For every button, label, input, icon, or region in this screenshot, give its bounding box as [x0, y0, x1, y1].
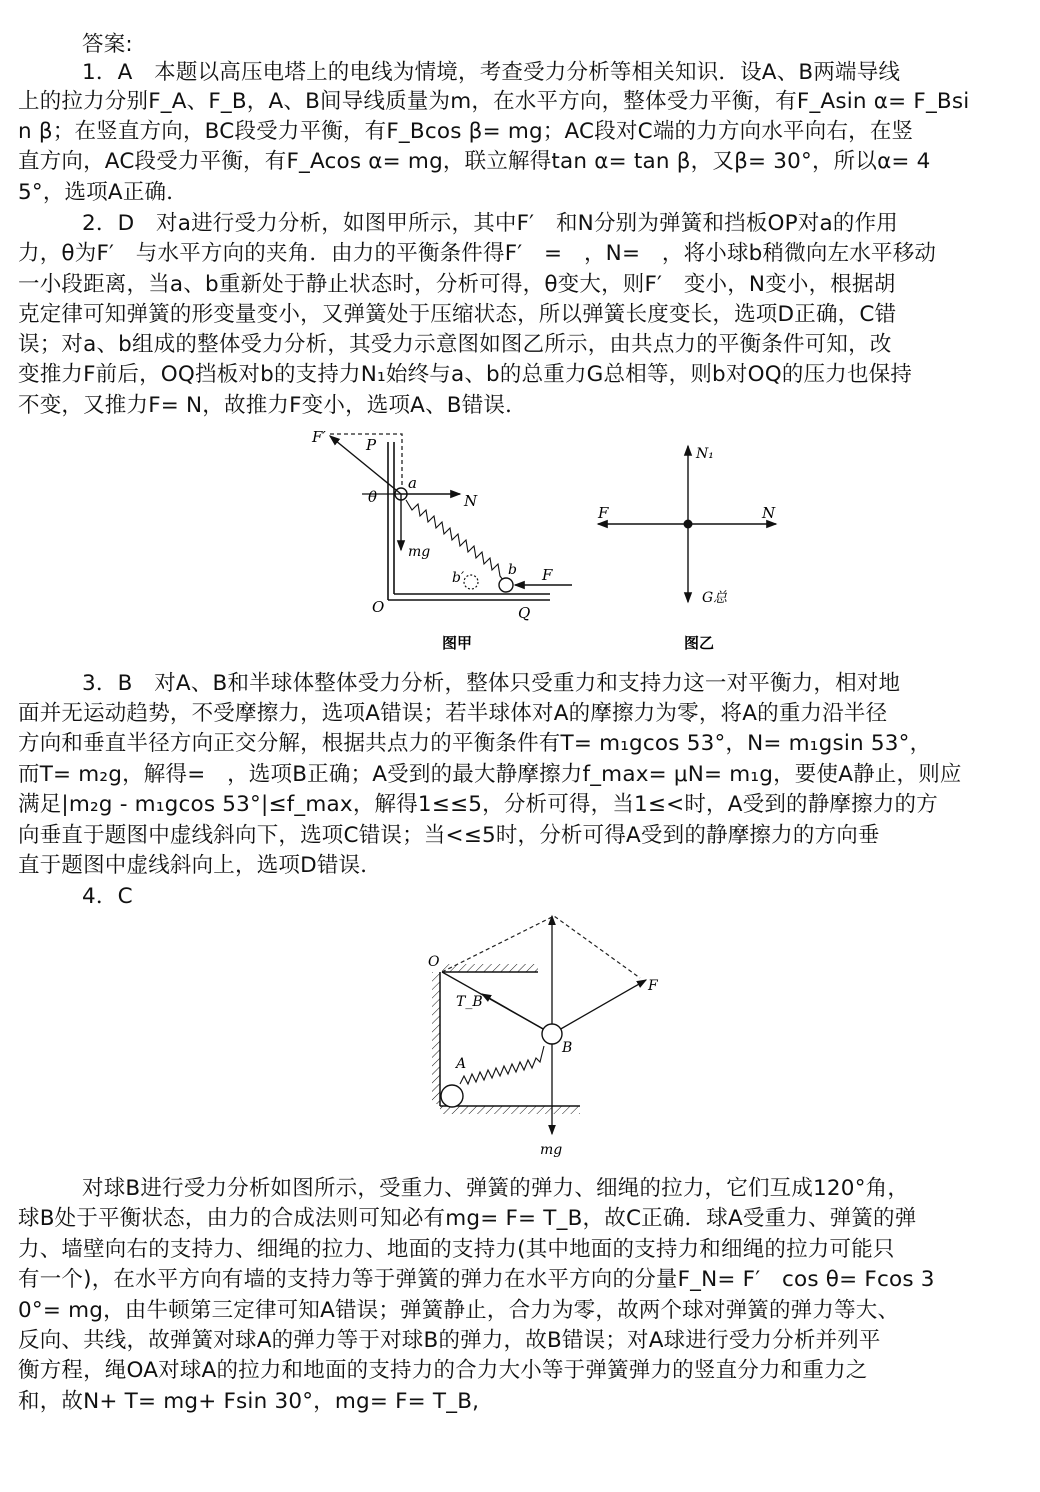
label-a: a	[408, 474, 417, 492]
q3-line-7: 直于题图中虚线斜向上，选项D错误．	[18, 853, 382, 878]
q4-line-5: 0°= mg，由牛顿第三定律可知A错误；弹簧静止，合力为零，故两个球对弹簧的弹力等大、	[18, 1298, 900, 1323]
q4-line-6: 反向、共线，故弹簧对球A的弹力等于对球B的弹力，故B错误；对A球进行受力分析并列平	[18, 1328, 881, 1353]
figure-q4	[420, 908, 680, 1160]
label-f: F	[598, 504, 609, 522]
label-f: F	[542, 566, 553, 584]
figure-yi	[588, 440, 788, 658]
ball-a	[441, 1085, 463, 1107]
q4-line-1: 对球B进行受力分析如图所示，受重力、弹簧的弹力、细绳的拉力，它们互成120°角，	[82, 1176, 910, 1201]
label-b: b	[508, 562, 517, 578]
label-o: O	[428, 954, 440, 970]
q4-line-3: 力、墙壁向右的支持力、细绳的拉力、地面的支持力(其中地面的支持力和细绳的拉力可能只	[18, 1237, 895, 1262]
q1-line-5: 5°，选项A正确．	[18, 180, 188, 205]
label-g: G总	[702, 590, 728, 606]
q3-line-3: 方向和垂直半径方向正交分解，根据共点力的平衡条件有T= m₁gcos 53°，N= m₁gsin 53°，	[18, 731, 932, 756]
q3-line-2: 面并无运动趋势，不受摩擦力，选项A错误；若半球体对A的摩擦力为零，将A的重力沿半径	[18, 701, 888, 726]
ball-b-prime	[464, 575, 478, 589]
q1-line-3: n β；在竖直方向，BC段受力平衡，有F_Bcos β= mg；AC段对C端的力方向水平向右，在竖	[18, 119, 914, 144]
label-b: B	[562, 1040, 573, 1056]
q3-line-6: 向垂直于题图中虚线斜向下，选项C错误；当<≤5时，分析可得A受到的静摩擦力的方向垂	[18, 823, 880, 848]
q3-line-5: 满足|m₂g - m₁gcos 53°|≤f_max，解得1≤≤5，分析可得，当1≤<时，A受到的静摩擦力的方	[18, 792, 938, 817]
answer-title: 答案:	[82, 32, 133, 57]
label-theta: θ	[368, 488, 378, 506]
caption-yi: 图乙	[684, 634, 715, 652]
label-p: P	[366, 436, 377, 454]
q2-line-4: 克定律可知弹簧的形变量变小，又弹簧处于压缩状态，所以弹簧长度变长，选项D正确，C错	[18, 302, 897, 327]
q2-line-7: 不变，又推力F= N，故推力F变小，选项A、B错误．	[18, 393, 527, 418]
caption-jia: 图甲	[442, 634, 473, 652]
q4-line-8: 和，故N+ T= mg+ Fsin 30°，mg= F= T_B,	[18, 1389, 480, 1414]
q1-line-2: 上的拉力分别F_A、F_B，A、B间导线质量为m，在水平方向，整体受力平衡，有F_Asin α= F_Bsi	[18, 89, 970, 114]
label-mg: mg	[408, 544, 431, 560]
q1-line-1: 1．A 本题以高压电塔上的电线为情境，考查受力分析等相关知识．设A、B两端导线	[82, 60, 901, 85]
label-mg: mg	[540, 1142, 563, 1158]
center-point	[684, 520, 693, 529]
q1-line-4: 直方向，AC段受力平衡，有F_Acos α= mg，联立解得tan α= tan β，又β= 30°，所以α= 4	[18, 149, 931, 174]
q4-line-7: 衡方程，绳OA对球A的拉力和地面的支持力的合力大小等于弹簧弹力的竖直分力和重力之	[18, 1358, 868, 1383]
q3-line-4: 而T= m₂g，解得= ，选项B正确；A受到的最大静摩擦力f_max= μN= m₁g，要使A静止，则应	[18, 762, 962, 787]
q2-line-2: 力，θ为F′ 与水平方向的夹角．由力的平衡条件得F′ = ，N= ，将小球b稍微向左水平移动	[18, 241, 937, 266]
label-f-prime: F′	[312, 428, 326, 446]
label-n: N	[762, 504, 776, 522]
arrow-f	[552, 980, 646, 1034]
label-n1: N₁	[696, 446, 714, 462]
q4-line-4: 有一个)，在水平方向有墙的支持力等于弹簧的弹力在水平方向的分量F_N= F′ cos θ= Fcos 3	[18, 1267, 935, 1292]
q4-line-2: 球B处于平衡状态，由力的合成法则可知必有mg= F= T_B，故C正确．球A受重力、弹簧的弹	[18, 1206, 917, 1231]
figure-jia	[300, 422, 590, 658]
q2-line-5: 误；对a、b组成的整体受力分析，其受力示意图如图乙所示，由共点力的平衡条件可知，改	[18, 332, 892, 357]
arrow-tb	[482, 994, 552, 1034]
ball-b	[499, 578, 513, 592]
floor	[440, 1106, 580, 1114]
wall	[432, 972, 440, 1104]
spring	[460, 1046, 544, 1084]
q2-line-6: 变推力F前后，OQ挡板对b的支持力N₁始终与a、b的总重力G总相等，则b对OQ的压力也保持	[18, 362, 913, 387]
label-a: A	[456, 1056, 467, 1072]
label-b-prime: b′	[452, 570, 465, 586]
q2-line-3: 一小段距离，当a、b重新处于静止状态时，分析可得，θ变大，则F′ 变小，N变小，根据胡	[18, 272, 896, 297]
label-f: F	[648, 978, 658, 994]
q3-line-1: 3．B 对A、B和半球体整体受力分析，整体只受重力和支持力这一对平衡力，相对地	[82, 671, 901, 696]
label-n: N	[464, 492, 478, 510]
label-q: Q	[518, 604, 531, 622]
label-tb: T_B	[456, 994, 483, 1010]
q2-line-1: 2．D 对a进行受力分析，如图甲所示，其中F′ 和N分别为弹簧和挡板OP对a的作用	[82, 211, 899, 236]
ball-b	[542, 1024, 562, 1044]
q4-head: 4．C	[82, 884, 133, 909]
label-o: O	[372, 598, 385, 616]
